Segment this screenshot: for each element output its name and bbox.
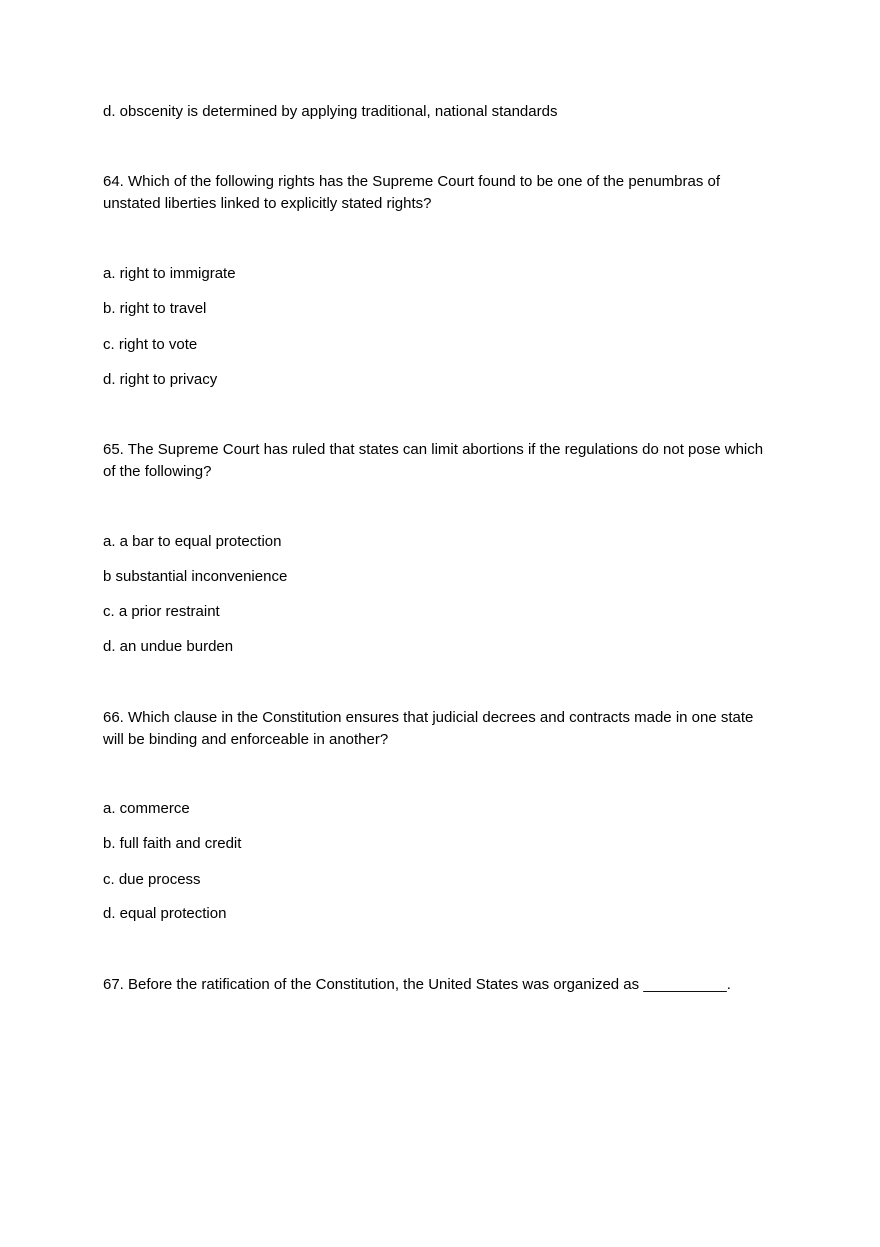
- question-65-text-line-2: of the following?: [103, 463, 212, 480]
- question-65: [103, 439, 793, 483]
- question-66-text-line-1: 66. Which clause in the Constitution ensures that judicial decrees and contracts made in one state: [103, 709, 754, 726]
- question-66-option-d: d. equal protection: [103, 905, 227, 922]
- question-66: [103, 707, 793, 751]
- question-66-text-line-2: will be binding and enforceable in another?: [103, 731, 389, 748]
- question-67-text: 67. Before the ratification of the Constitution, the United States was organized as __________.: [103, 976, 731, 993]
- question-64-option-b: b. right to travel: [103, 300, 207, 317]
- question-64: [103, 171, 793, 215]
- question-65-option-a: a. a bar to equal protection: [103, 533, 282, 550]
- prev-question-option-d: d. obscenity is determined by applying traditional, national standards: [103, 103, 558, 120]
- question-66-option-c: c. due process: [103, 871, 201, 888]
- question-64-option-d: d. right to privacy: [103, 371, 218, 388]
- question-65-option-d: d. an undue burden: [103, 638, 234, 655]
- question-65-text-line-1: 65. The Supreme Court has ruled that states can limit abortions if the regulations do not pose which: [103, 441, 764, 458]
- question-64-option-a: a. right to immigrate: [103, 265, 236, 282]
- question-65-option-c: c. a prior restraint: [103, 603, 220, 620]
- question-65-option-b: b substantial inconvenience: [103, 568, 288, 585]
- question-64-option-c: c. right to vote: [103, 336, 198, 353]
- question-66-option-b: b. full faith and credit: [103, 835, 242, 852]
- question-64-text-line-1: 64. Which of the following rights has the Supreme Court found to be one of the penumbras of: [103, 173, 721, 190]
- question-64-text-line-2: unstated liberties linked to explicitly stated rights?: [103, 195, 432, 212]
- question-66-option-a: a. commerce: [103, 800, 190, 817]
